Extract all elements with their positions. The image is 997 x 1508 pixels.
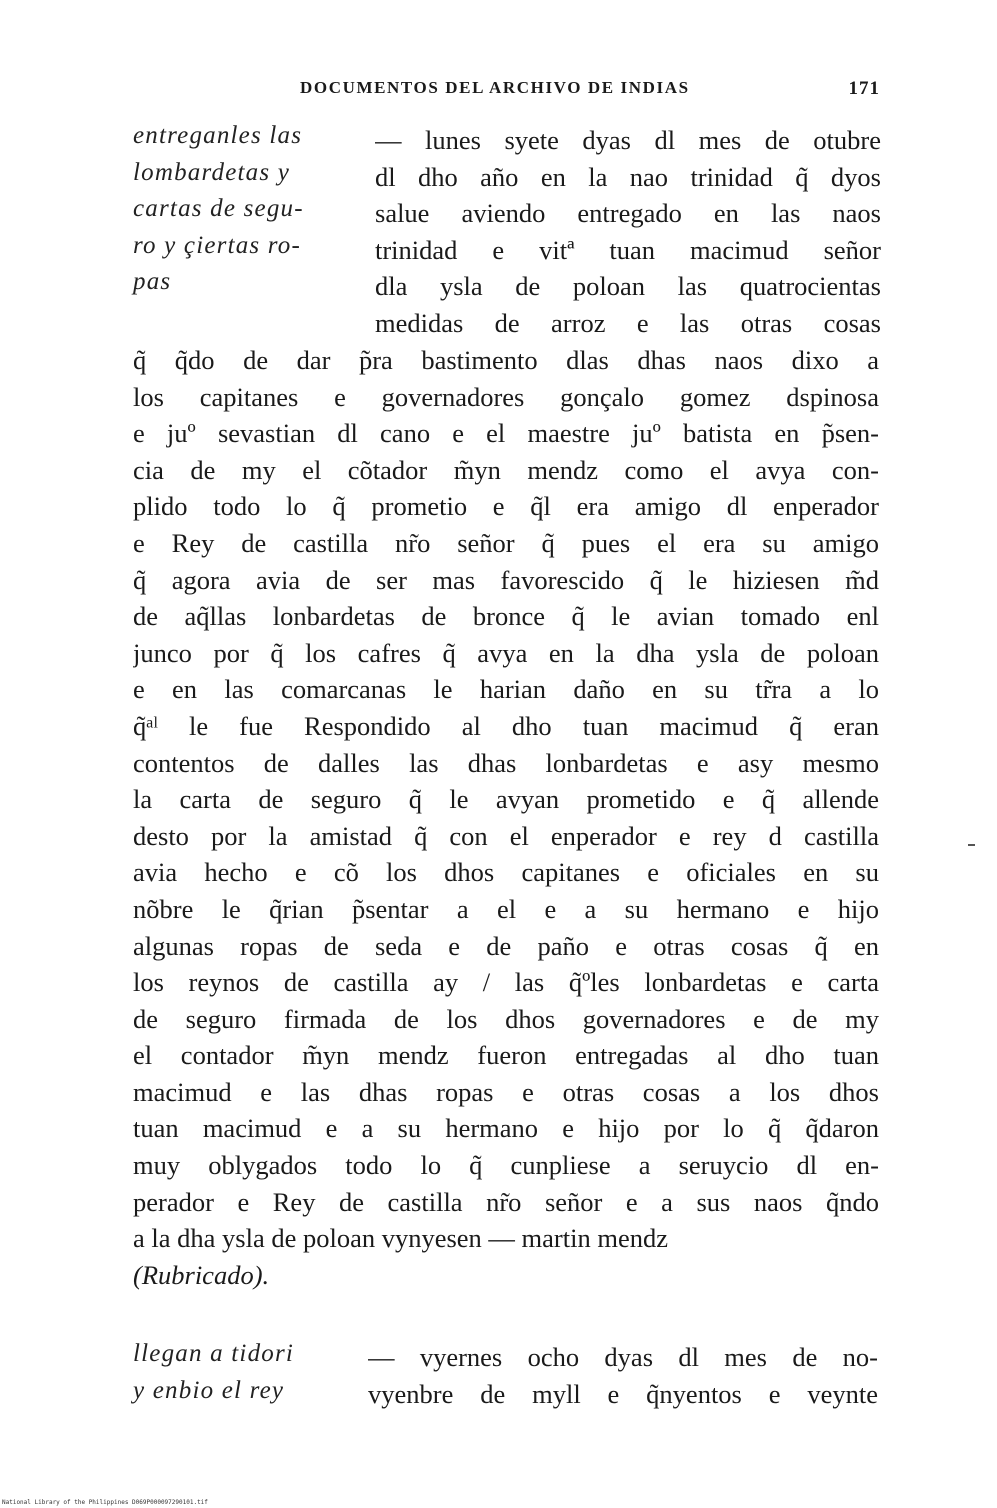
text-line: los capitanes e governadores gonçalo gomez dspinosa bbox=[133, 381, 879, 412]
text-line: trinidad e vitª tuan macimud señor bbox=[375, 234, 881, 265]
text-line: medidas de arroz e las otras cosas bbox=[375, 307, 881, 338]
margin-note-line: ro y çiertas ro- bbox=[133, 231, 302, 259]
text-line: e en las comarcanas le harian daño en su tr̃ra a lo bbox=[133, 674, 879, 705]
text-line: — vyernes ocho dyas dl mes de no- bbox=[368, 1342, 878, 1372]
text-line: cia de my el cõtador m̃yn mendz como el avya con- bbox=[133, 454, 879, 485]
text-line: e Rey de castilla nr̃o señor q̃ pues el era su amigo bbox=[133, 527, 879, 558]
margin-note-line: pas bbox=[133, 268, 172, 295]
text-line: muy oblygados todo lo q̃ cunpliese a seruycio dl en- bbox=[133, 1150, 879, 1181]
text-line: perador e Rey de castilla nr̃o señor e a sus naos q̃ndo bbox=[133, 1186, 879, 1217]
text-line: el contador m̃yn mendz fueron entregadas al dho tuan bbox=[133, 1040, 879, 1071]
text-line: q̃ agora avia de ser mas favorescido q̃ le hiziesen m̃d bbox=[133, 564, 879, 595]
text-line: tuan macimud e a su hermano e hijo por lo q̃ q̃daron bbox=[133, 1113, 879, 1144]
text-line: de seguro firmada de los dhos governadores e de my bbox=[133, 1003, 879, 1034]
margin-note-line: llegan a tidori bbox=[133, 1340, 295, 1367]
text-line: a la dha ysla de poloan vynyesen — martin mendz bbox=[133, 1223, 668, 1254]
text-line: nõbre le q̃rian p̃sentar a el e a su hermano e hijo bbox=[133, 893, 879, 924]
text-line: junco por q̃ los cafres q̃ avya en la dha ysla de poloan bbox=[133, 637, 879, 668]
text-line: dl dho año en la nao trinidad q̃ dyos bbox=[375, 161, 881, 192]
text-line: la carta de seguro q̃ le avyan prometido e q̃ allende bbox=[133, 784, 879, 815]
body-text bbox=[133, 342, 879, 1293]
text-line: desto por la amistad q̃ con el enperador e rey d castilla bbox=[133, 820, 879, 851]
margin-note-2 bbox=[133, 1336, 348, 1409]
rubricado-note: (Rubricado). bbox=[133, 1259, 270, 1290]
text-line: e juº sevastian dl cano e el maestre juº batista en p̃sen- bbox=[133, 418, 879, 449]
margin-note-line: entreganles las bbox=[133, 122, 303, 149]
text-line: q̃ᵃˡ le fue Respondido al dho tuan macimud q̃ eran bbox=[133, 710, 879, 741]
running-header bbox=[300, 78, 880, 106]
scan-footer: National Library of the Philippines D069P000097290101.tif bbox=[2, 1499, 208, 1506]
text-line: algunas ropas de seda e de paño e otras cosas q̃ en bbox=[133, 930, 879, 961]
scan-mark bbox=[968, 844, 975, 846]
text-line: avia hecho e cõ los dhos capitanes e oficiales en su bbox=[133, 857, 879, 888]
text-line: vyenbre de myll e q̃nyentos e veynte bbox=[368, 1378, 878, 1409]
text-line: de aq̃llas lonbardetas de bronce q̃ le avian tomado enl bbox=[133, 601, 879, 632]
margin-note-line: lombardetas y bbox=[133, 158, 291, 186]
header-title: DOCUMENTOS DEL ARCHIVO DE INDIAS bbox=[300, 78, 690, 97]
entry-1-text bbox=[375, 122, 881, 342]
margin-note-1 bbox=[133, 118, 348, 301]
text-line: plido todo lo q̃ prometio e q̃l era amigo dl enperador bbox=[133, 491, 879, 522]
text-line: macimud e las dhas ropas e otras cosas a los dhos bbox=[133, 1076, 879, 1107]
text-line: dla ysla de poloan las quatrocientas bbox=[375, 271, 881, 302]
text-line: salue aviendo entregado en las naos bbox=[375, 198, 881, 229]
text-line: los reynos de castilla ay / las q̃ºles lonbardetas e carta bbox=[133, 967, 879, 998]
margin-note-line: cartas de segu- bbox=[133, 195, 304, 222]
page-number: 171 bbox=[848, 78, 880, 99]
entry-2-text bbox=[368, 1339, 878, 1412]
text-line: contentos de dalles las dhas lonbardetas e asy mesmo bbox=[133, 747, 879, 778]
margin-note-line: y enbio el rey bbox=[133, 1376, 285, 1404]
text-line: — lunes syete dyas dl mes de otubre bbox=[375, 125, 881, 155]
text-line: q̃ q̃do de dar p̃ra bastimento dlas dhas naos dixo a bbox=[133, 345, 879, 375]
